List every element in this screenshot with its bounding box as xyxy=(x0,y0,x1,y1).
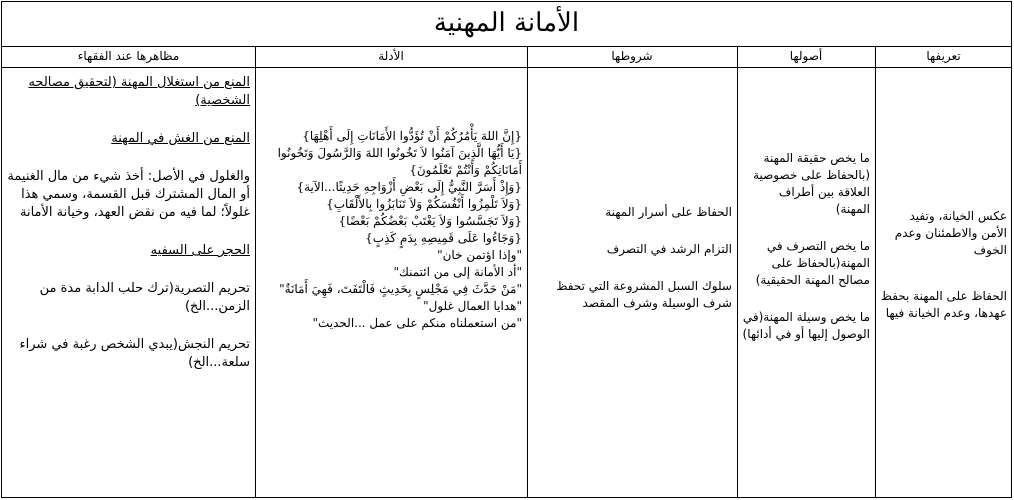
hadith-4: "هدايا العمال غلول" xyxy=(423,299,522,313)
conditions-text-3: سلوك السبل المشروعة التي تحفظ شرف الوسيلة وشرف المقصد xyxy=(556,279,732,310)
verse-6: {وَجَاءُوا عَلَى قَمِيصِهِ بِدَمٍ كَذِبٍ} xyxy=(365,231,522,245)
hadith-2: "أد الأمانة إلى من ائتمنك" xyxy=(393,265,522,279)
origins-text-2: ما يخص التصرف في المهنة(بالحفاظ على مصالح المهنة الحقيقية) xyxy=(755,239,870,287)
header-conditions: شروطها xyxy=(527,46,737,68)
definition-cell xyxy=(875,68,1012,497)
origins-text-3: ما يخص وسيلة المهنة(في الوصول إليها أو في أدائها) xyxy=(742,310,870,341)
manifestation-heading-3: الحجر على السفيه xyxy=(150,243,250,258)
manifestation-heading-1: المنع من استغلال المهنة (لتحقيق مصالحه الشخصية) xyxy=(28,75,250,108)
verse-3: {وَإِذْ أَسَرَّ النَّبِيُّ إِلَى بَعْضِ أَزْوَاجِهِ حَدِيثًا...الآية} xyxy=(296,180,522,194)
header-manifestations: مظاهرها عند الفقهاء xyxy=(2,46,255,68)
conditions-text-1: الحفاظ على أسرار المهنة xyxy=(605,205,732,219)
definition-text-1: عكس الخيانة، وتفيد الأمن والاطمئنان وعدم الخوف xyxy=(894,209,1007,257)
tasriya-prohibition: تحريم التصرية(ترك حلب الدابة مدة من الزمن...الخ) xyxy=(39,281,250,314)
evidence-cell xyxy=(255,68,527,497)
hadith-1: "وإذا اؤتمن خان" xyxy=(437,248,522,262)
header-origins: أصولها xyxy=(737,46,875,68)
professional-trust-table xyxy=(1,1,1012,498)
verse-5: {وَلاَ تَجَسَّسُوا وَلاَ يَغْتَبْ بَعْضُكُمْ بَعْضًا} xyxy=(338,214,522,228)
manifestations-cell xyxy=(2,68,255,497)
manifestation-heading-2: المنع من الغش في المهنة xyxy=(111,131,250,146)
hadith-3: "مَنْ حَدَّثَ فِي مَجْلِسٍ بِحَدِيثٍ فَالْتَفَتَ، فَهِيَ أَمَانَةٌ" xyxy=(279,282,522,296)
origins-cell xyxy=(737,68,875,497)
najsh-prohibition: تحريم النجش(يبدي الشخص رغبة في شراء سلعة...الخ) xyxy=(19,337,250,370)
ghulul-definition: والغلول في الأصل: أخذ شيء من مال الغنيمة أو المال المشترك قبل القسمة، وسمي هذا غلولاً؛ لما فيه من نقض العهد، وخيانة الأمانة xyxy=(7,169,250,220)
verse-2: {يَا أَيُّهَا الَّذِينَ آمَنُوا لاَ تَخُونُوا اللهَ وَالرَّسُولَ وَتَخُونُوا أَمَانَاتِكُمْ وَأَنْتُمْ تَعْلَمُونَ} xyxy=(277,146,522,177)
definition-text-2: الحفاظ على المهنة بحفظ عهدها، وعدم الخيانة فيها xyxy=(880,289,1007,320)
verse-4: {وَلاَ تَلْمِزُوا أَنْفُسَكُمْ وَلاَ تَنَابَزُوا بِالأَلْقَابِ} xyxy=(326,197,522,211)
origins-text-1: ما يخص حقيقة المهنة (بالحفاظ على خصوصية العلاقة بين أطراف المهنة) xyxy=(753,151,870,216)
verse-1: {إِنَّ اللهَ يَأْمُرُكُمْ أَنْ تُؤَدُّوا الأَمَانَاتِ إِلَى أَهْلِهَا} xyxy=(302,129,522,143)
conditions-cell xyxy=(527,68,737,497)
conditions-text-2: التزام الرشد في التصرف xyxy=(606,242,732,256)
header-evidence: الأدلة xyxy=(255,46,527,68)
table-title: الأمانة المهنية xyxy=(2,2,1011,47)
hadith-5: "من استعملناه منكم على عمل ...الحديث" xyxy=(312,316,522,330)
header-definition: تعريفها xyxy=(875,46,1012,68)
